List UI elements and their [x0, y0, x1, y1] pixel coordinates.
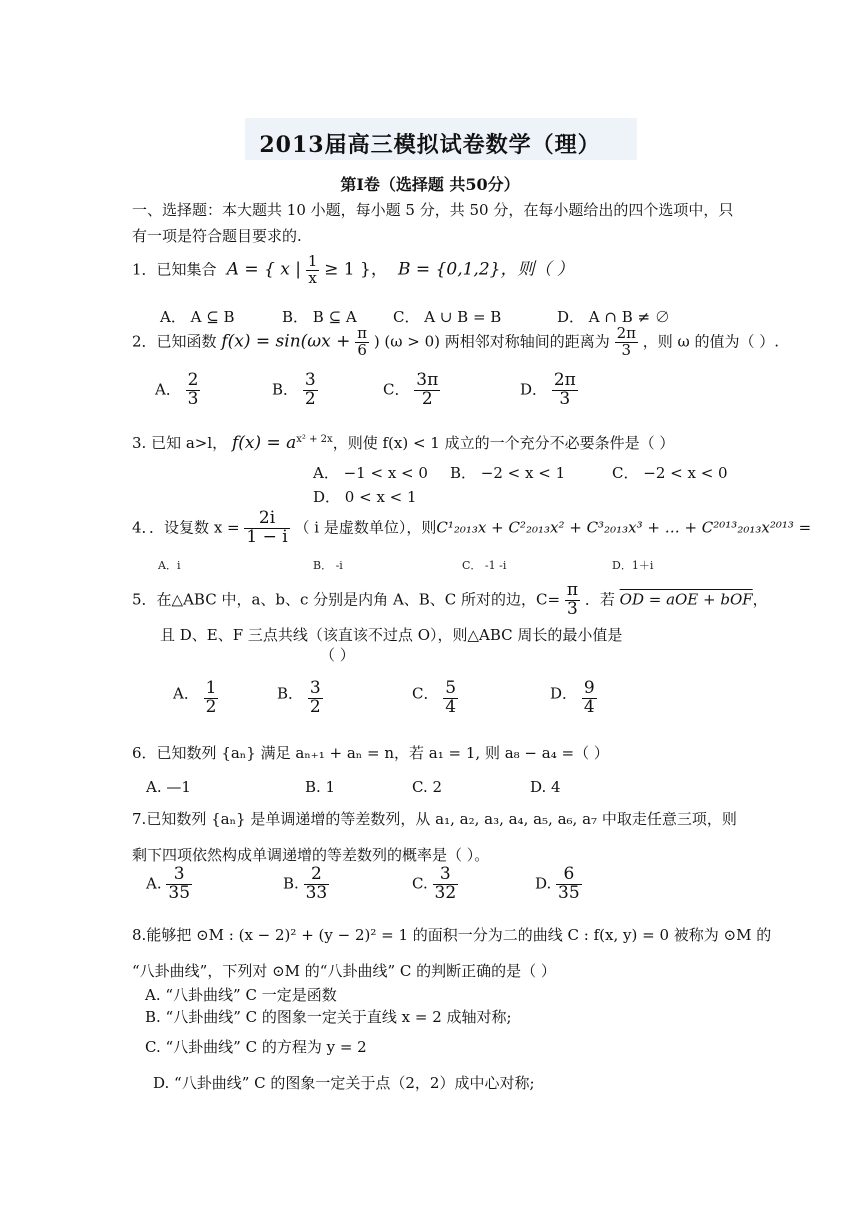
q8-option-d: D. “八卦曲线” C 的图象一定关于点（2，2）成中心对称;	[153, 1074, 535, 1092]
q8-option-a: A. “八卦曲线” C 一定是函数	[145, 986, 337, 1004]
fraction-denominator: 33	[305, 882, 328, 903]
q3-option-a: A． −1 < x < 0	[313, 464, 428, 482]
question-number: 6．	[132, 744, 157, 762]
fraction-numerator: 2π	[553, 370, 576, 390]
fraction-denominator: 2	[304, 388, 316, 409]
fraction-denominator: 3	[187, 388, 199, 409]
question-number: 2．	[132, 332, 157, 351]
vector-equation: OD = aOE + bOF	[619, 590, 753, 609]
q8-option-b: B. “八卦曲线” C 的图象一定关于直线 x = 2 成轴对称;	[145, 1008, 512, 1026]
page-title: 2013届高三模拟试卷数学（理）	[259, 132, 601, 158]
question-text: 已知数列 {aₙ} 满足 aₙ₊₁ + aₙ = n，若 a₁ = 1, 则 a₈ − a₄ =（ ）	[156, 744, 609, 762]
q7-option-c	[412, 866, 458, 903]
option-letter: C.	[412, 874, 428, 893]
fraction-pi-over-3	[565, 582, 580, 619]
fraction-numerator: 3	[173, 864, 185, 884]
fraction-numerator: 2i	[258, 508, 276, 528]
option-letter: A.	[146, 874, 162, 893]
question-text: 已知函数	[156, 332, 217, 351]
fraction-denominator: 3	[565, 600, 580, 619]
option-letter: B．	[272, 380, 299, 399]
q4-option-a: A．i	[158, 559, 181, 572]
fraction-numerator: 3	[304, 370, 316, 390]
question-number: 4．	[132, 518, 150, 537]
set-a-close: ≥ 1 }，	[324, 259, 388, 280]
question-text: ，则 ω 的值为（ ）.	[642, 332, 780, 351]
q2-option-a	[155, 372, 200, 409]
q2-option-b	[272, 372, 318, 409]
fraction-numerator: 9	[583, 678, 595, 698]
fraction-denominator: 35	[558, 882, 580, 903]
option-letter: C．	[383, 380, 410, 399]
option-letter: A．	[155, 380, 181, 399]
set-b: B = {0,1,2}，则（ ）	[398, 259, 574, 280]
option-letter: A．	[173, 684, 199, 703]
question-number: 1．	[132, 260, 157, 279]
q5-option-b	[277, 672, 323, 717]
question-text: （ i 是虚数单位），则	[294, 518, 437, 537]
q7-option-b	[283, 866, 329, 903]
fraction-denominator: 1 − i	[246, 526, 288, 547]
option-letter: D．	[550, 684, 578, 703]
q5-stem-line-2: 且 D、E、F 三点共线（该直该不过点 O），则△ABC 周长的最小值是	[160, 626, 623, 644]
question-text: 在△ABC 中，a、b、c 分别是内角 A、B、C 所对的边，C=	[156, 590, 561, 609]
q1-option-b: B． B ⊆ A	[282, 308, 357, 326]
q3-option-c: C． −2 < x < 0	[612, 464, 728, 482]
q1-option-c: C． A ∪ B = B	[393, 308, 502, 326]
fraction-denominator: 35	[168, 882, 191, 903]
question-6-stem	[132, 742, 609, 763]
q4-option-b: B． -i	[313, 559, 343, 572]
q3-option-b: B． −2 < x < 1	[450, 464, 566, 482]
question-text: ．设复数 x =	[149, 518, 240, 537]
question-text: ) (ω > 0) 两相邻对称轴间的距离为	[373, 332, 610, 351]
question-7-stem-line-1	[132, 808, 737, 829]
question-text: 已知数列 {aₙ} 是单调递增的等差数列，从 a₁, a₂, a₃, a₄, a₅, a₆, a₇ 中取走任意三项，则	[146, 810, 737, 828]
fraction-denominator: 4	[583, 696, 595, 717]
q6-option-d: D. 4	[530, 778, 561, 796]
fraction-numerator: 1	[307, 252, 318, 270]
question-text: ，	[752, 590, 768, 609]
q1-option-d: D． A ∩ B ≠ ∅	[557, 308, 670, 326]
question-8-stem-line-1	[132, 924, 771, 945]
question-5-stem	[132, 582, 768, 619]
function-expression: f(x) = a	[231, 433, 297, 453]
q4-option-d: D．1＋i	[612, 559, 654, 572]
q5-option-d	[550, 672, 597, 717]
q5-option-a	[173, 672, 218, 717]
question-text: 已知集合	[156, 260, 217, 279]
fraction-2pi-over-3	[615, 326, 638, 359]
fraction-numerator: 2	[187, 370, 199, 390]
question-number: 8.	[132, 926, 147, 944]
fraction-numerator: 1	[205, 678, 217, 698]
fraction-denominator: 32	[434, 882, 457, 903]
q2-option-c	[383, 372, 440, 409]
q7-option-a	[146, 866, 192, 903]
q6-option-a: A. —1	[146, 778, 191, 796]
q6-option-b: B. 1	[305, 778, 336, 796]
q3-option-d: D． 0 < x < 1	[313, 488, 417, 506]
question-number: 3.	[132, 434, 147, 452]
fraction-denominator: 6	[355, 342, 369, 359]
fraction-numerator: 2	[310, 864, 322, 884]
fraction-2i-over-1-minus-i	[244, 510, 289, 547]
option-letter: D.	[535, 874, 552, 893]
q5-stem-line-3: （ ）	[320, 646, 355, 664]
q1-option-a: A． A ⊆ B	[160, 308, 235, 326]
question-number: 7.	[132, 810, 147, 828]
instructions-line-1: 一、选择题：本大题共 10 小题，每小题 5 分，共 50 分，在每小题给出的四个选项中，只	[132, 201, 734, 219]
fraction-denominator: 3	[552, 390, 578, 409]
fraction-denominator: 3	[615, 342, 638, 359]
fraction-numerator: 3	[439, 864, 451, 884]
q4-option-c: C． -1 -i	[462, 559, 507, 572]
fraction-pi-over-6	[355, 326, 369, 359]
function-expression: f(x) = sin(ωx +	[221, 331, 351, 352]
fraction-one-over-x	[306, 254, 320, 287]
question-7-stem-line-2: 剩下四项依然构成单调递增的等差数列的概率是（ ）。	[132, 846, 490, 864]
set-a-open: A = { x |	[226, 259, 302, 280]
q6-option-c: C. 2	[412, 778, 443, 796]
fraction-denominator: 2	[309, 696, 321, 717]
option-letter: B.	[283, 874, 299, 893]
fraction-denominator: 4	[445, 696, 457, 717]
exponent: x² + 2x	[296, 434, 333, 445]
fraction-numerator: 6	[563, 864, 575, 884]
question-8-stem-line-2: “八卦曲线”，下列对 ⊙M 的“八卦曲线” C 的判断正确的是（ ）	[132, 962, 556, 980]
fraction-numerator: π	[357, 324, 368, 342]
fraction-denominator: x	[306, 270, 320, 287]
instructions-line-2: 有一项是符合题目要求的.	[132, 227, 302, 245]
question-3-stem	[132, 432, 674, 453]
option-letter: B．	[277, 684, 304, 703]
fraction-denominator: 2	[414, 390, 440, 409]
section-subtitle: 第Ⅰ卷（选择题 共50分）	[340, 175, 520, 194]
q8-option-c: C. “八卦曲线” C 的方程为 y = 2	[145, 1038, 367, 1056]
fraction-numerator: 2π	[616, 324, 636, 342]
option-letter: C．	[412, 684, 439, 703]
fraction-numerator: π	[566, 580, 579, 600]
question-number: 5．	[132, 590, 157, 609]
q2-option-d	[520, 372, 578, 409]
fraction-numerator: 5	[445, 678, 457, 698]
question-text: 已知 a>l，	[151, 434, 228, 452]
question-4-stem	[132, 510, 811, 547]
question-2-stem	[132, 326, 779, 359]
option-letter: D．	[520, 380, 548, 399]
question-text: 能够把 ⊙M : (x − 2)² + (y − 2)² = 1 的面积一分为二的曲线 C : f(x, y) = 0 被称为 ⊙M 的	[146, 926, 772, 944]
fraction-numerator: 3π	[416, 370, 439, 390]
q5-option-c	[412, 672, 458, 717]
question-text: ．若	[584, 590, 615, 609]
fraction-numerator: 3	[309, 678, 321, 698]
q7-option-d	[535, 866, 582, 903]
question-text: ，则使 f(x) < 1 成立的一个充分不必要条件是（ ）	[332, 434, 675, 452]
binomial-sum: C¹₂₀₁₃x + C²₂₀₁₃x² + C³₂₀₁₃x³ + … + C²⁰¹³₂₀₁₃x²⁰¹³ =	[436, 518, 812, 537]
question-1-stem	[132, 254, 574, 287]
fraction-denominator: 2	[205, 696, 217, 717]
